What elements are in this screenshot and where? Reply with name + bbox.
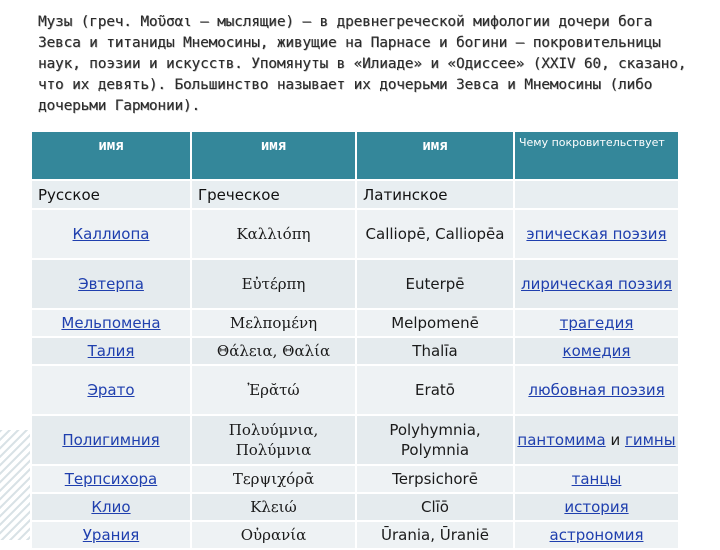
muse-la-name: Eratō (356, 365, 514, 415)
intro-paragraph: Музы (греч. Μοῦσαι — мыслящие) — в древнегреческой мифологии дочери бога Зевса и титаниды Мнемосины, живущие на Парнасе и богини — покровительницы наук, поэзии и искусств. Упомянуты в «Илиаде» и «Одиссее» (XXIV 60, сказано, что их девять). Большинство называет их дочерьми Зевса и Мнемосины (либо дочерьми Гармонии). (38, 14, 687, 114)
table-row (31, 337, 679, 365)
subheader-latin: Латинское (356, 180, 514, 209)
muse-ru-name[interactable]: Полигимния (31, 415, 191, 465)
muse-patronage[interactable]: любовная поэзия (514, 365, 679, 415)
muse-ru-name[interactable]: Эрато (31, 365, 191, 415)
muse-ru-name[interactable]: Талия (31, 337, 191, 365)
table-row (31, 309, 679, 337)
table-row (31, 465, 679, 493)
table-row (31, 521, 679, 549)
muse-gr-name: Πολυύμνια, Πολύμνια (191, 415, 356, 465)
muses-table (30, 130, 680, 550)
muse-gr-name: Κλειώ (191, 493, 356, 521)
muse-la-name: Calliopē, Calliopēa (356, 209, 514, 259)
muse-la-name: Euterpē (356, 259, 514, 309)
muse-la-name: Clīō (356, 493, 514, 521)
muse-ru-name[interactable]: Мельпомена (31, 309, 191, 337)
muse-ru-name[interactable]: Каллиопа (31, 209, 191, 259)
muse-la-name: Ūrania, Ūraniē (356, 521, 514, 549)
muse-gr-name: Ἐρᾰτώ (191, 365, 356, 415)
header-patron: Чему покровительствует (514, 131, 679, 180)
muse-gr-name: Τερψιχόρᾱ (191, 465, 356, 493)
subheader-greek: Греческое (191, 180, 356, 209)
muse-patronage[interactable]: комедия (514, 337, 679, 365)
muse-gr-name: Μελπομένη (191, 309, 356, 337)
muse-gr-name: Θάλεια, Θαλία (191, 337, 356, 365)
table-row (31, 209, 679, 259)
muse-la-name: Polyhymnia, Polymnia (356, 415, 514, 465)
muse-la-name: Melpomenē (356, 309, 514, 337)
muse-ru-name[interactable]: Эвтерпа (31, 259, 191, 309)
muse-patronage[interactable]: астрономия (514, 521, 679, 549)
muse-gr-name: Καλλιόπη (191, 209, 356, 259)
muse-patronage[interactable]: история (514, 493, 679, 521)
patronage-link-pantomime[interactable]: пантомима (517, 431, 606, 449)
patronage-conjunction: и (605, 431, 625, 449)
header-name-ru: имя (31, 131, 191, 180)
muse-patronage[interactable]: эпическая поэзия (514, 209, 679, 259)
muse-patronage (514, 415, 679, 465)
muse-patronage[interactable]: танцы (514, 465, 679, 493)
patronage-link-hymns[interactable]: гимны (624, 431, 676, 449)
table-row (31, 493, 679, 521)
table-row (31, 259, 679, 309)
subheader-row (31, 180, 679, 209)
muse-la-name: Terpsichorē (356, 465, 514, 493)
muse-ru-name[interactable]: Терпсихора (31, 465, 191, 493)
muse-ru-name[interactable]: Клио (31, 493, 191, 521)
muse-ru-name[interactable]: Урания (31, 521, 191, 549)
table-row (31, 365, 679, 415)
header-row (31, 131, 679, 180)
muse-la-name: Thalīa (356, 337, 514, 365)
muse-gr-name: Εὐτέρπη (191, 259, 356, 309)
header-name-la: имя (356, 131, 514, 180)
muse-gr-name: Οὐρανία (191, 521, 356, 549)
muse-patronage[interactable]: лирическая поэзия (514, 259, 679, 309)
subheader-empty (514, 180, 679, 209)
muse-patronage[interactable]: трагедия (514, 309, 679, 337)
subheader-russian: Русское (31, 180, 191, 209)
header-name-gr: имя (191, 131, 356, 180)
table-row (31, 415, 679, 465)
